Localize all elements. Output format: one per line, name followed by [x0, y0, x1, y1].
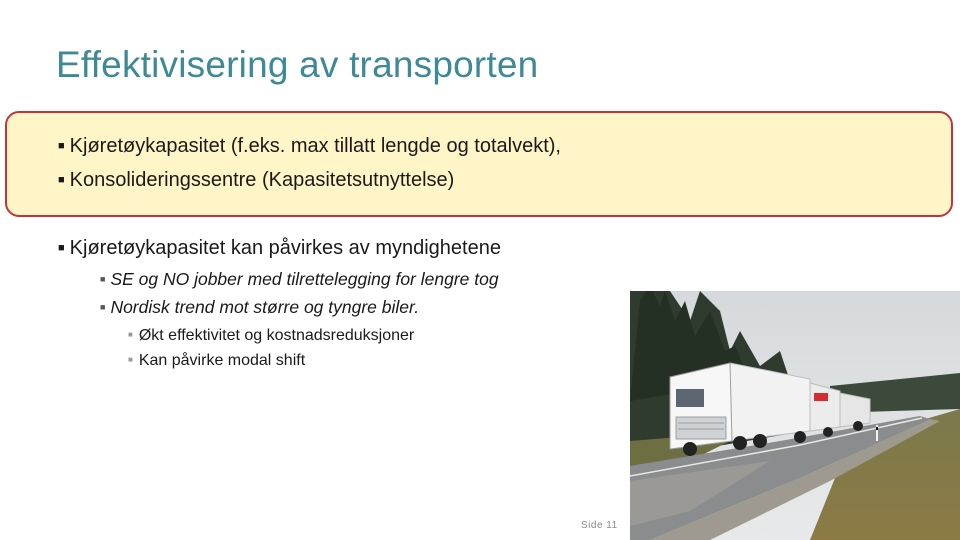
highlight-box [5, 111, 953, 217]
callout-bullet-2: ■ Konsolideringssentre (Kapasitetsutnyttelse) [58, 169, 455, 191]
square-bullet-icon: ■ [100, 274, 106, 284]
sub-bullet-1: ■ SE og NO jobber med tilrettelegging for lengre tog [100, 269, 499, 289]
truck-on-road-photo-icon [630, 291, 960, 540]
square-bullet-icon: ■ [58, 242, 65, 254]
square-bullet-icon: ■ [100, 302, 106, 312]
sub-sub-bullet-1: ■ Økt effektivitet og kostnadsreduksjoner [128, 327, 415, 344]
square-bullet-icon: ■ [58, 174, 65, 186]
sub-bullet-2: ■ Nordisk trend mot større og tyngre biler. [100, 297, 420, 317]
page-number: Side 11 [581, 520, 618, 531]
sub-sub-bullet-2: ■ Kan påvirke modal shift [128, 352, 306, 369]
square-bullet-icon: ■ [58, 140, 65, 152]
callout-bullet-1: ■ Kjøretøykapasitet (f.eks. max tillatt lengde og totalvekt), [58, 135, 561, 157]
slide-title: Effektivisering av transporten [56, 44, 539, 85]
main-bullet: ■ Kjøretøykapasitet kan påvirkes av myndighetene [58, 237, 501, 259]
square-bullet-icon: ■ [128, 330, 133, 339]
truck-photo [630, 291, 960, 540]
square-bullet-icon: ■ [128, 355, 133, 364]
